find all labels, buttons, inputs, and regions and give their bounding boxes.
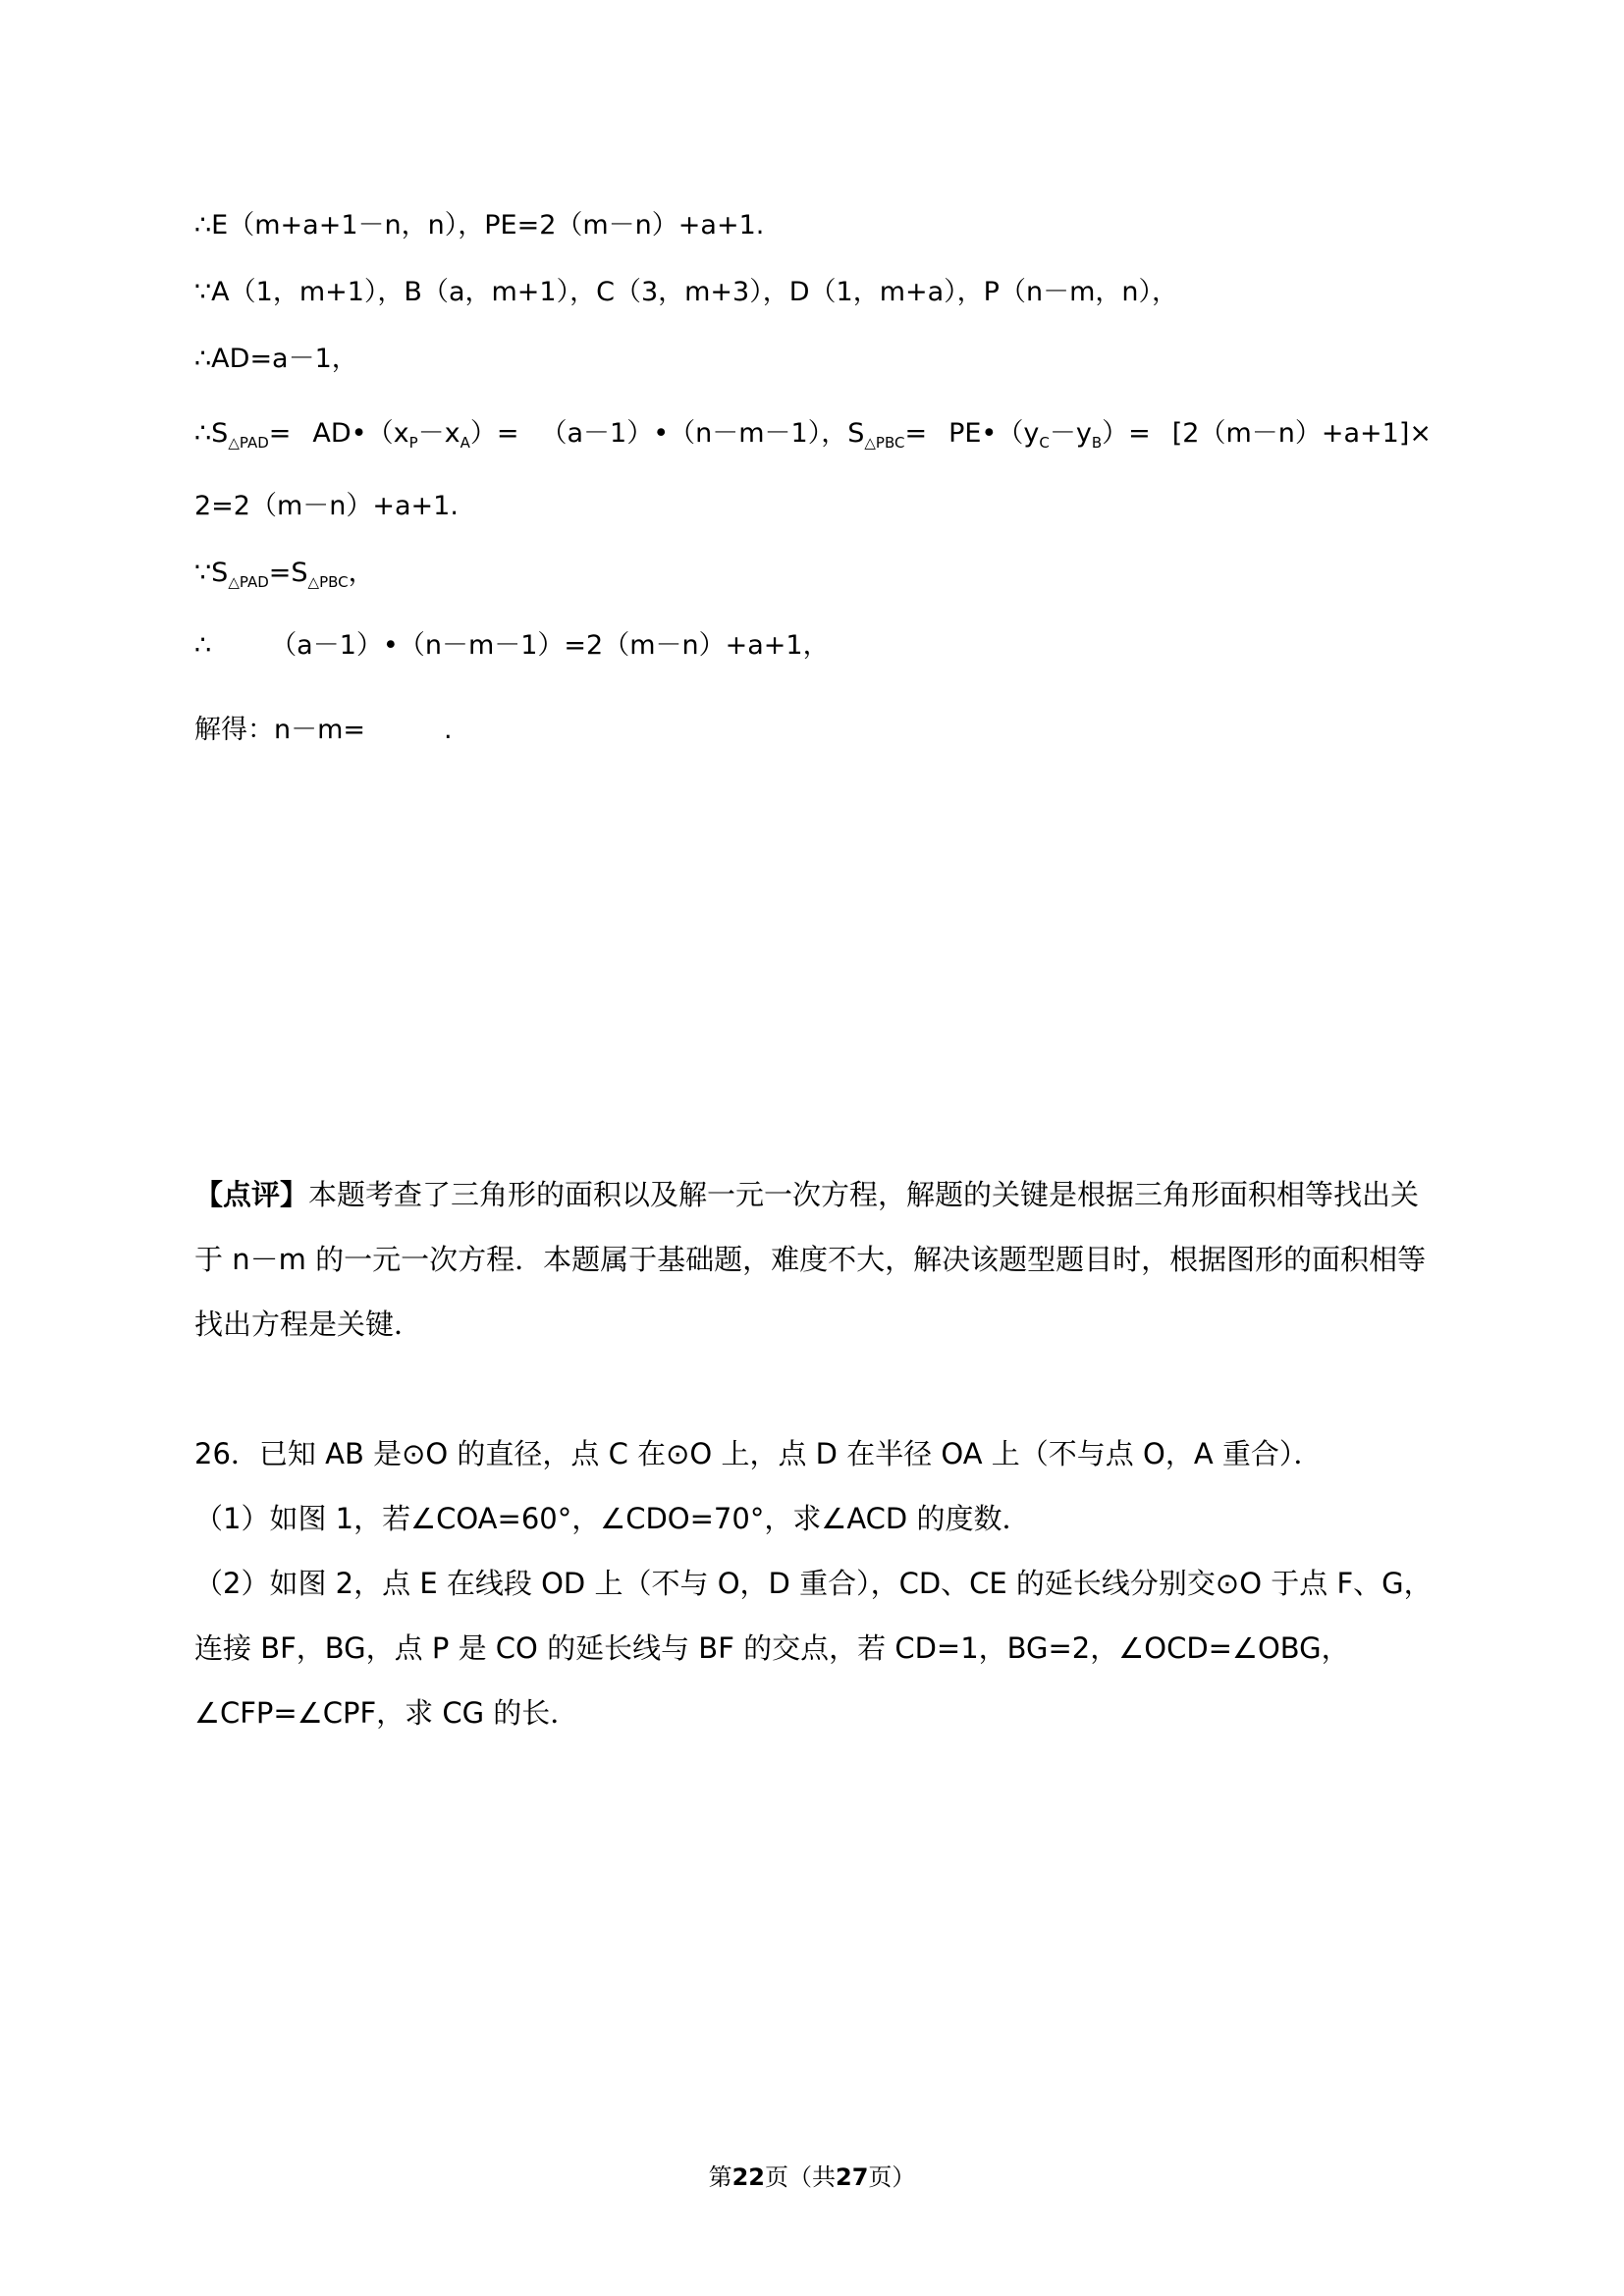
solution-line-3: ∴AD=a－1， — [194, 344, 358, 374]
solution-line-1: ∴E（m+a+1－n，n），PE=2（m－n）+a+1. — [194, 210, 765, 240]
problem-26-stem: 26．已知 AB 是⊙O 的直径，点 C 在⊙O 上，点 D 在半径 OA 上（不与点 O，A 重合）． — [194, 1437, 1323, 1470]
comment-label: 【点评】 — [194, 1178, 309, 1211]
problem-26-part-2: （2）如图 2，点 E 在线段 OD 上（不与 O，D 重合），CD、CE 的延长线分别交⊙O 于点 F、G，连接 BF，BG，点 P 是 CO 的延长线与 BF 的交点，若 CD=1，BG=2，∠OCD=∠OBG，∠CFP=∠CPF，求 CG 的长． — [194, 1567, 1433, 1730]
solution-line-4: $\therefore S_{\triangle PAD}=$ $AD•(x_P-x_A)=$ （a－1）•（n－m－1），$S_{\triangle PBC}=$ $PE•(y_C-y_B)= [2(m-n)+a+1]\times$ — [194, 418, 1432, 452]
solution-line-5: 2=2（m－n）+a+1. — [194, 491, 459, 521]
solution-line-2: ∵A（1，m+1），B（a，m+1），C（3，m+3），D（1，m+a），P（n－m，n）， — [194, 277, 1178, 307]
solution-line-8: 解得：n－m= . — [194, 715, 453, 745]
page-number: 22 — [731, 2163, 765, 2191]
solution-line-7: ∴ （a－1）•（n－m－1）=2（m－n）+a+1， — [194, 630, 830, 661]
comment-text: 本题考查了三角形的面积以及解一元一次方程，解题的关键是根据三角形面积相等找出关于 n－m 的一元一次方程．本题属于基础题，难度不大，解决该题型题目时，根据图形的面积相等找出方程是关键． — [194, 1178, 1427, 1341]
page-footer: 第22页（共27页） — [708, 2163, 916, 2191]
page-total: 27 — [836, 2163, 869, 2191]
solution-line-6: $\because S_{\triangle PAD}=S_{\triangle PBC}$， — [194, 558, 375, 591]
problem-26-part-1: （1）如图 1，若∠COA=60°，∠CDO=70°，求∠ACD 的度数． — [194, 1502, 1031, 1535]
comment-paragraph — [194, 1162, 1441, 1357]
